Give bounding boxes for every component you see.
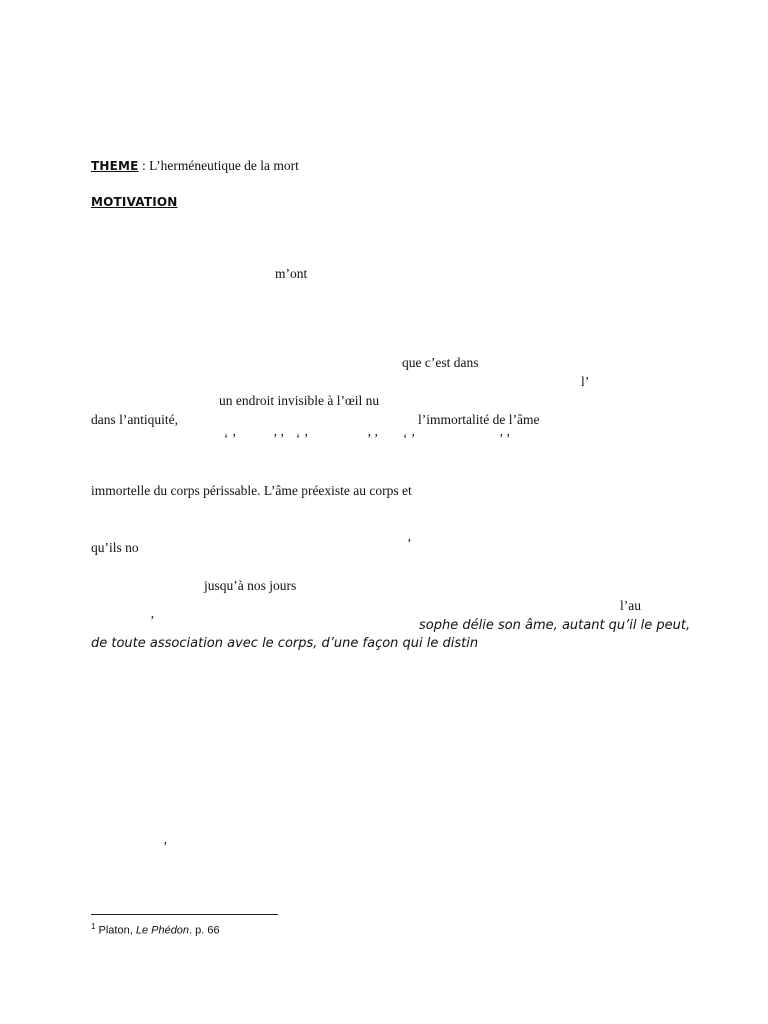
footnote	[91, 922, 220, 937]
theme-value: L’herméneutique de la mort	[149, 158, 299, 173]
text-fragment-mont: m’ont	[275, 266, 308, 281]
text-fragment-dans-antiquite: dans l’antiquité,	[91, 412, 178, 427]
motivation-heading: MOTIVATION	[91, 195, 178, 209]
quote-mark-6: ’ ’	[499, 431, 511, 446]
apostrophe-mark-2: ’	[150, 613, 155, 628]
theme-line	[91, 158, 299, 174]
quote-mark-2: ’ ’	[273, 431, 285, 446]
footnote-separator	[91, 914, 278, 915]
text-fragment-endroit-invisible: un endroit invisible à l’œil nu	[219, 393, 380, 408]
text-fragment-immortelle-corps: immortelle du corps périssable. L’âme préexiste au corps et	[91, 483, 412, 498]
quote-mark-4: ’ ’	[367, 431, 379, 446]
text-fragment-immortalite: l’immortalité de l’âme	[418, 412, 540, 427]
quote-mark-1: ‘ ’	[224, 431, 237, 446]
text-fragment-quils-no: qu’ils no	[91, 540, 139, 555]
text-fragment-lau: l’au	[620, 598, 641, 613]
quote-toute-association: de toute association avec le corps, d’une façon qui le distin	[91, 636, 479, 651]
apostrophe-mark-3: ’	[163, 839, 168, 854]
text-fragment-que-cest-dans: que c’est dans	[402, 355, 479, 370]
quote-mark-5: ‘ ’	[403, 431, 416, 446]
footnote-author: Platon,	[98, 924, 136, 937]
footnote-number: 1	[91, 922, 96, 931]
apostrophe-mark-1: ’	[407, 536, 412, 551]
text-fragment-l: l’	[581, 374, 590, 389]
theme-label: THEME	[91, 159, 139, 173]
footnote-page: . p. 66	[189, 924, 220, 937]
quote-mark-3: ‘ ’	[296, 431, 309, 446]
quote-sophe: sophe délie son âme, autant qu’il le peut,	[419, 618, 691, 633]
theme-separator: :	[138, 158, 150, 173]
text-fragment-jusqua: jusqu’à nos jours	[204, 578, 297, 593]
footnote-title: Le Phédon	[135, 924, 190, 937]
